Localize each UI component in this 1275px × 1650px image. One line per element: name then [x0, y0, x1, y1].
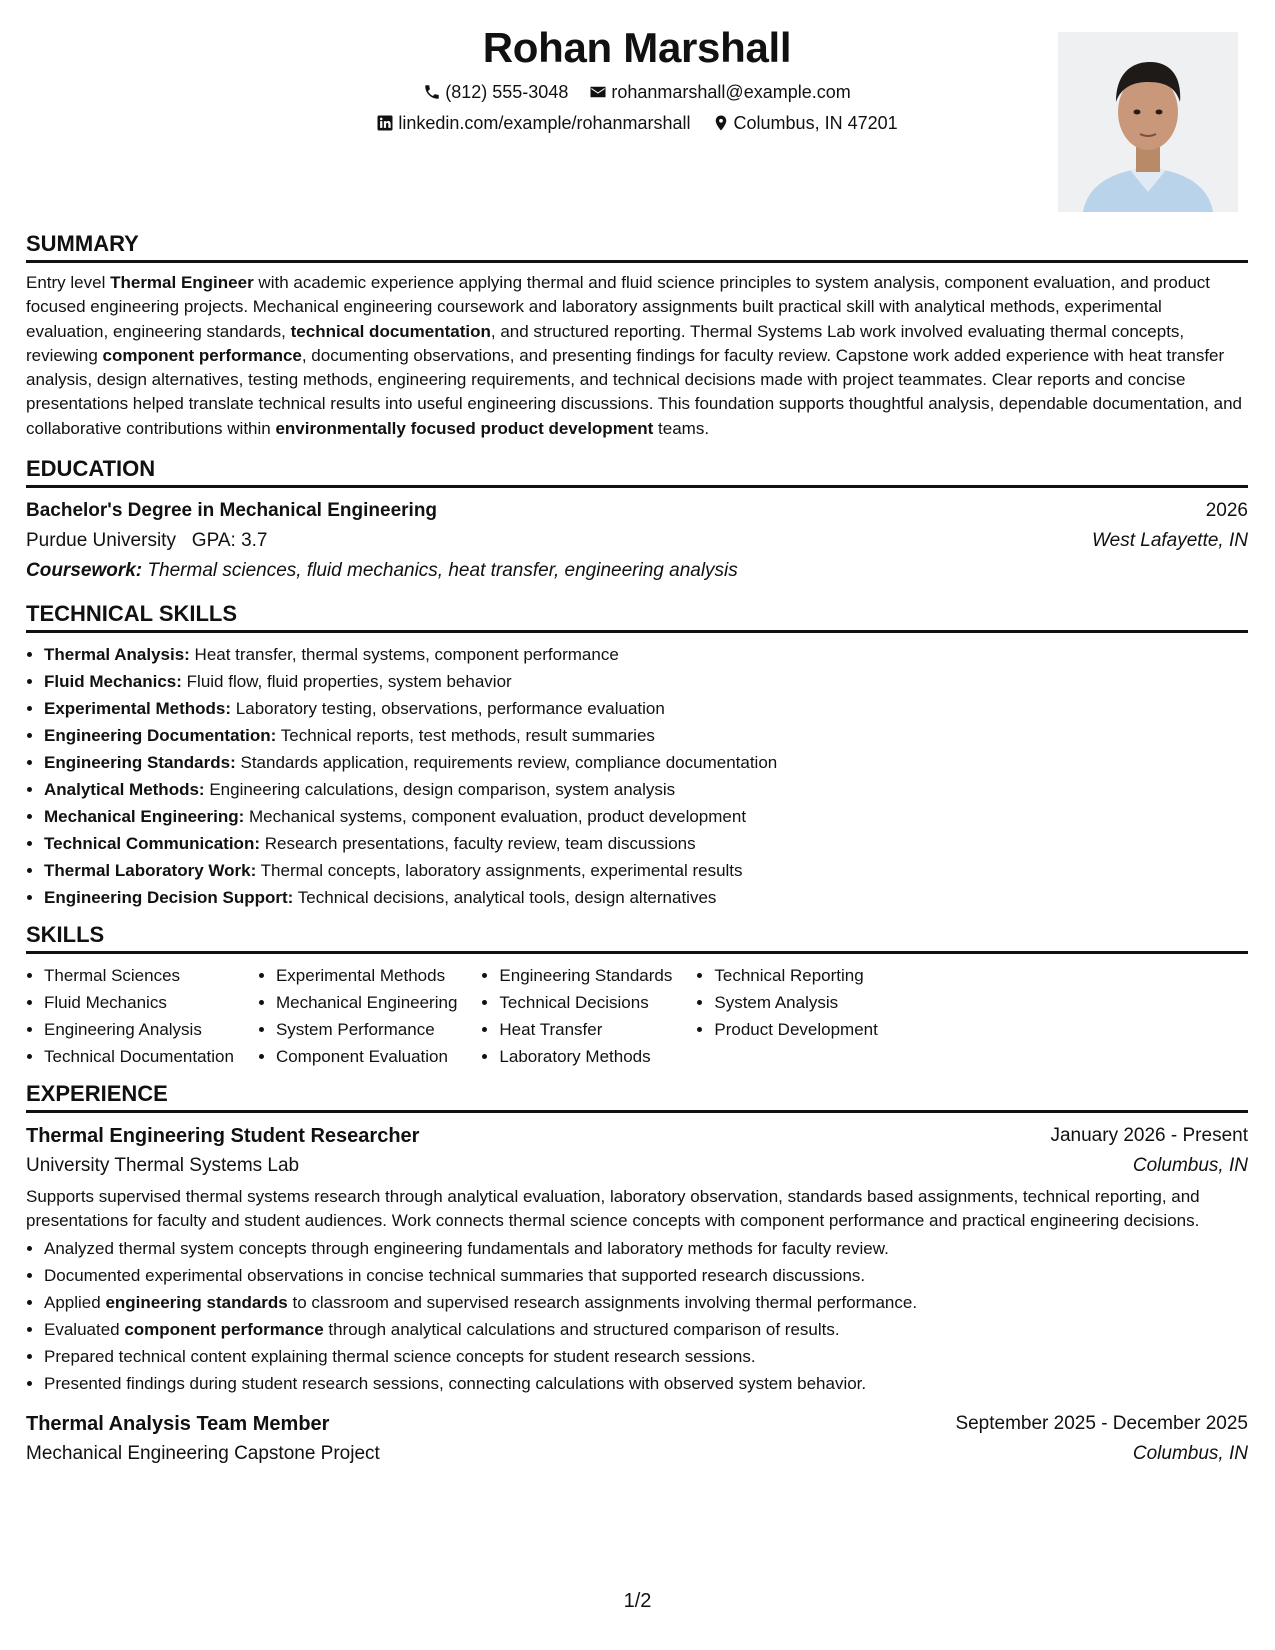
linkedin-url[interactable]: linkedin.com/example/rohanmarshall: [398, 113, 691, 133]
degree-title: Bachelor's Degree in Mechanical Engineering: [26, 500, 438, 522]
job-location: Columbus, IN: [1132, 1443, 1248, 1465]
skills-heading: SKILLS: [26, 922, 105, 948]
list-item: • Technical Decisions: [499, 989, 672, 1016]
list-item: • Technical Documentation: [44, 1043, 234, 1070]
list-item: [44, 668, 1248, 695]
envelope-icon: [589, 83, 607, 101]
bullet-text: Prepared technical content explaining thermal science concepts for student research sessions.: [44, 1347, 756, 1367]
role-row: [26, 1409, 1248, 1439]
skills-section: [26, 921, 1248, 1070]
skill-text: Thermal concepts, laboratory assignments, experimental results: [260, 861, 743, 881]
list-item: [44, 803, 1248, 830]
coursework-row: [26, 556, 1248, 586]
education-heading: EDUCATION: [26, 456, 156, 482]
skill-text: Engineering calculations, design comparison, system analysis: [209, 780, 676, 800]
list-item: [44, 776, 1248, 803]
experience-entry: [26, 1121, 1248, 1397]
summary-section: [26, 230, 1248, 441]
email-address[interactable]: rohanmarshall@example.com: [611, 82, 851, 102]
graduation-year: 2026: [1205, 500, 1248, 522]
location-contact: [712, 110, 898, 136]
skill-text: Laboratory testing, observations, performance evaluation: [235, 699, 665, 719]
list-item: [44, 749, 1248, 776]
summary-part: teams.: [653, 418, 710, 438]
linkedin-contact[interactable]: [376, 110, 690, 136]
experience-divider: [26, 1110, 1248, 1113]
organization: University Thermal Systems Lab: [26, 1155, 300, 1177]
skill-text: Technical reports, test methods, result summaries: [280, 726, 655, 746]
bullet-highlight: engineering standards: [105, 1293, 288, 1313]
list-item: • Thermal Sciences: [44, 962, 234, 989]
skills-column: [481, 962, 672, 1070]
list-item: [44, 857, 1248, 884]
job-bullets: [26, 1235, 1248, 1397]
experience-heading: EXPERIENCE: [26, 1081, 168, 1107]
skills-column: [26, 962, 234, 1070]
list-item: [44, 884, 1248, 911]
bullet-text: Evaluated: [44, 1320, 125, 1340]
technical-skills-section: [26, 600, 1248, 911]
list-item: [44, 1262, 1248, 1289]
list-item: [44, 1370, 1248, 1397]
job-dates: September 2025 - December 2025: [955, 1413, 1248, 1435]
skills-column: [696, 962, 877, 1070]
list-item: • Fluid Mechanics: [44, 989, 234, 1016]
school-location: West Lafayette, IN: [1092, 530, 1248, 552]
summary-highlight: component performance: [102, 345, 302, 365]
skill-text: Fluid flow, fluid properties, system behavior: [186, 672, 512, 692]
skill-text: Standards application, requirements review, compliance documentation: [240, 753, 778, 773]
phone-contact: [423, 79, 568, 105]
bullet-text: through analytical calculations and structured comparison of results.: [323, 1320, 840, 1340]
skill-label: Mechanical Engineering:: [44, 807, 245, 827]
summary-part: , and structured reporting. Thermal Systems Lab work involved evaluating thermal concepts, reviewing: [26, 321, 1185, 365]
bullet-text: Applied: [44, 1293, 106, 1313]
role-row: [26, 1121, 1248, 1151]
skills-column: [258, 962, 457, 1070]
skill-label: Analytical Methods:: [44, 780, 205, 800]
skill-label: Engineering Standards:: [44, 753, 236, 773]
job-dates: January 2026 - Present: [1050, 1125, 1248, 1147]
skill-label: Engineering Decision Support:: [44, 888, 294, 908]
list-item: [44, 722, 1248, 749]
skill-label: Experimental Methods:: [44, 699, 232, 719]
org-row: [26, 1439, 1248, 1469]
list-item: • Product Development: [714, 1016, 877, 1043]
organization: Mechanical Engineering Capstone Project: [26, 1443, 380, 1465]
education-divider: [26, 485, 1248, 488]
coursework-label: Coursework:: [26, 560, 143, 582]
coursework-list: Thermal sciences, fluid mechanics, heat transfer, engineering analysis: [147, 560, 738, 582]
skills-columns: [26, 962, 1248, 1070]
summary-part: , documenting observations, and presenting findings for faculty review. Capstone work added experience with heat transfer analysis, design alternatives, testing methods, engineering requirements, and technical decisions made with project teammates. Clear reports and concise presentations helped translate technical results into useful engineering discussions. This foundation supports thoughtful analysis, dependable documentation, and collaborative contributions within: [26, 345, 1242, 438]
list-item: [44, 1289, 1248, 1316]
skill-label: Thermal Analysis:: [44, 645, 190, 665]
school-row: [26, 526, 1248, 556]
technical-skills-heading: TECHNICAL SKILLS: [26, 601, 238, 627]
summary-part: Entry level: [26, 273, 111, 292]
skill-text: Mechanical systems, component evaluation, product development: [249, 807, 747, 827]
phone-icon: [423, 83, 441, 101]
gpa: GPA: 3.7: [191, 530, 268, 552]
list-item: • Laboratory Methods: [499, 1043, 672, 1070]
page-number: 1/2: [623, 1590, 652, 1612]
list-item: [44, 1343, 1248, 1370]
list-item: • System Performance: [276, 1016, 457, 1043]
list-item: [44, 695, 1248, 722]
technical-skills-divider: [26, 630, 1248, 633]
list-item: • Component Evaluation: [276, 1043, 457, 1070]
degree-row: [26, 496, 1248, 526]
bullet-text: Analyzed thermal system concepts through engineering fundamentals and laboratory methods for faculty review.: [44, 1239, 889, 1259]
list-item: [44, 830, 1248, 857]
skill-text: Heat transfer, thermal systems, component performance: [194, 645, 619, 665]
resume-header: [26, 0, 1248, 230]
summary-highlight: environmentally focused product development: [275, 418, 654, 438]
list-item: • Technical Reporting: [714, 962, 877, 989]
list-item: • Heat Transfer: [499, 1016, 672, 1043]
experience-section: [26, 1080, 1248, 1469]
list-item: • System Analysis: [714, 989, 877, 1016]
experience-entry: [26, 1409, 1248, 1469]
summary-text: [26, 271, 1248, 441]
candidate-name: Rohan Marshall: [482, 24, 792, 71]
linkedin-icon: [376, 114, 394, 132]
summary-heading: SUMMARY: [26, 231, 139, 256]
location-text: Columbus, IN 47201: [733, 113, 898, 133]
job-location: Columbus, IN: [1132, 1155, 1248, 1177]
summary-part: with academic experience applying thermal and fluid science principles to system analysis, component evaluation, and product focused engineering projects. Mechanical engineering coursework and laboratory assignments built practical skill with analytical methods, experimental evaluation, engineering standards,: [26, 273, 1211, 341]
email-contact[interactable]: [589, 79, 850, 105]
map-pin-icon: [712, 114, 730, 132]
job-description: Supports supervised thermal systems research through analytical evaluation, laboratory observation, standards based assignments, technical reporting, and presentations for faculty and student audiences. Work connects thermal science concepts with component performance and practical engineering decisions.: [26, 1187, 1200, 1231]
phone-number: (812) 555-3048: [445, 82, 569, 102]
job-title: Thermal Engineering Student Researcher: [26, 1125, 420, 1148]
skills-divider: [26, 951, 1248, 954]
summary-divider: [26, 260, 1248, 263]
list-item: • Experimental Methods: [276, 962, 457, 989]
skill-label: Engineering Documentation:: [44, 726, 277, 746]
education-section: [26, 455, 1248, 586]
bullet-text: Presented findings during student research sessions, connecting calculations with observed system behavior.: [44, 1374, 867, 1394]
skill-text: Technical decisions, analytical tools, design alternatives: [297, 888, 717, 908]
profile-photo: [1058, 32, 1238, 212]
list-item: • Engineering Analysis: [44, 1016, 234, 1043]
list-item: [44, 1316, 1248, 1343]
bullet-text: Documented experimental observations in concise technical summaries that supported research discussions.: [44, 1266, 866, 1286]
org-row: [26, 1151, 1248, 1181]
list-item: • Engineering Standards: [499, 962, 672, 989]
bullet-text: to classroom and supervised research assignments involving thermal performance.: [287, 1293, 918, 1313]
skill-label: Technical Communication:: [44, 834, 260, 854]
school-name: Purdue University: [26, 530, 176, 552]
school-info: [26, 526, 267, 556]
summary-highlight: Thermal Engineer: [110, 273, 254, 292]
list-item: • Mechanical Engineering: [276, 989, 457, 1016]
skill-label: Fluid Mechanics:: [44, 672, 182, 692]
summary-highlight: technical documentation: [290, 321, 491, 341]
job-title: Thermal Analysis Team Member: [26, 1413, 330, 1436]
technical-skills-list: [26, 641, 1248, 911]
bullet-highlight: component performance: [124, 1320, 324, 1340]
list-item: [44, 641, 1248, 668]
skill-text: Research presentations, faculty review, team discussions: [264, 834, 696, 854]
coursework: [26, 556, 738, 586]
list-item: [44, 1235, 1248, 1262]
resume-page: [26, 0, 1248, 1650]
skill-label: Thermal Laboratory Work:: [44, 861, 257, 881]
